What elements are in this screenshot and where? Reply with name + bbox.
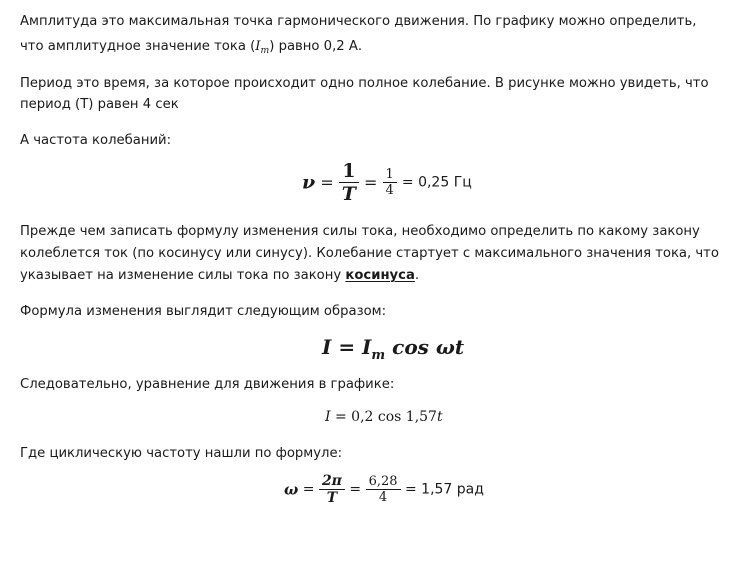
- nu-symbol: ν: [302, 171, 316, 194]
- equation-subscript: m: [371, 348, 386, 363]
- equation-current-general: [322, 335, 464, 363]
- equation-current-specific: [325, 409, 443, 425]
- paragraph-law-line3: [20, 266, 419, 286]
- amplitude-text-b: ) равно 0,2 А.: [269, 39, 363, 54]
- amplitude-text-a: что амплитудное значение тока (: [20, 39, 256, 54]
- cyclic-frequency-result: = 1,57 рад: [404, 481, 484, 498]
- fraction-numerator: 2π: [319, 473, 345, 490]
- time-symbol: t: [436, 409, 443, 425]
- equation-frequency: [302, 160, 472, 205]
- paragraph-formula-intro: Формула изменения выглядит следующим образом:: [20, 304, 387, 319]
- fraction-one-over-four: [383, 167, 397, 198]
- paragraph-cyclic-intro: Где циклическую частоту нашли по формуле:: [20, 446, 343, 461]
- equation-middle: = 0,2 cos 1,57: [330, 409, 437, 425]
- paragraph-law-line1: Прежде чем записать формулу изменения силы тока, необходимо определить по какому закону: [20, 224, 700, 239]
- current-symbol: I: [325, 409, 331, 425]
- fraction-numerator: 1: [339, 160, 359, 183]
- paragraph-amplitude-line2: [20, 37, 362, 61]
- fraction-denominator: 4: [385, 183, 394, 198]
- paragraph-frequency: А частота колебаний:: [20, 133, 172, 148]
- fraction-one-over-t: [339, 160, 359, 205]
- equals-sign: =: [320, 173, 334, 192]
- equals-sign: =: [302, 481, 315, 498]
- paragraph-amplitude-line1: Амплитуда это максимальная точка гармонического движения. По графику можно определить,: [20, 14, 697, 29]
- equals-sign: =: [364, 173, 378, 192]
- law-text-a: указывает на изменение силы тока по закону: [20, 268, 346, 283]
- current-symbol: I: [255, 39, 261, 54]
- fraction-two-pi-over-t: [319, 473, 345, 506]
- equation-cyclic-frequency: [284, 473, 484, 506]
- fraction-denominator: 4: [378, 490, 388, 505]
- cosine-emphasis: косинуса: [345, 268, 415, 283]
- paragraph-period-line1: Период это время, за которое происходит одно полное колебание. В рисунке можно увидеть, что: [20, 76, 709, 91]
- equation-lhs: I = I: [322, 335, 372, 359]
- equation-rhs: cos ωt: [385, 335, 465, 359]
- fraction-numerator: 6,28: [366, 474, 401, 490]
- frequency-result: = 0,25 Гц: [401, 174, 472, 191]
- paragraph-law-line2: колеблется ток (по косинусу или синусу). Колебание стартует с максимального значения тока, что: [20, 246, 719, 261]
- fraction-numerator: 1: [383, 167, 397, 183]
- fraction-denominator: T: [341, 183, 356, 205]
- current-subscript: m: [260, 45, 270, 56]
- omega-symbol: ω: [284, 480, 299, 499]
- fraction-numeric: [366, 474, 401, 505]
- paragraph-period-line2: период (Т) равен 4 сек: [20, 97, 179, 112]
- fraction-denominator: T: [326, 490, 338, 506]
- equals-sign: =: [349, 481, 362, 498]
- paragraph-equation-intro: Следовательно, уравнение для движения в графике:: [20, 377, 395, 392]
- law-text-c: .: [414, 268, 420, 283]
